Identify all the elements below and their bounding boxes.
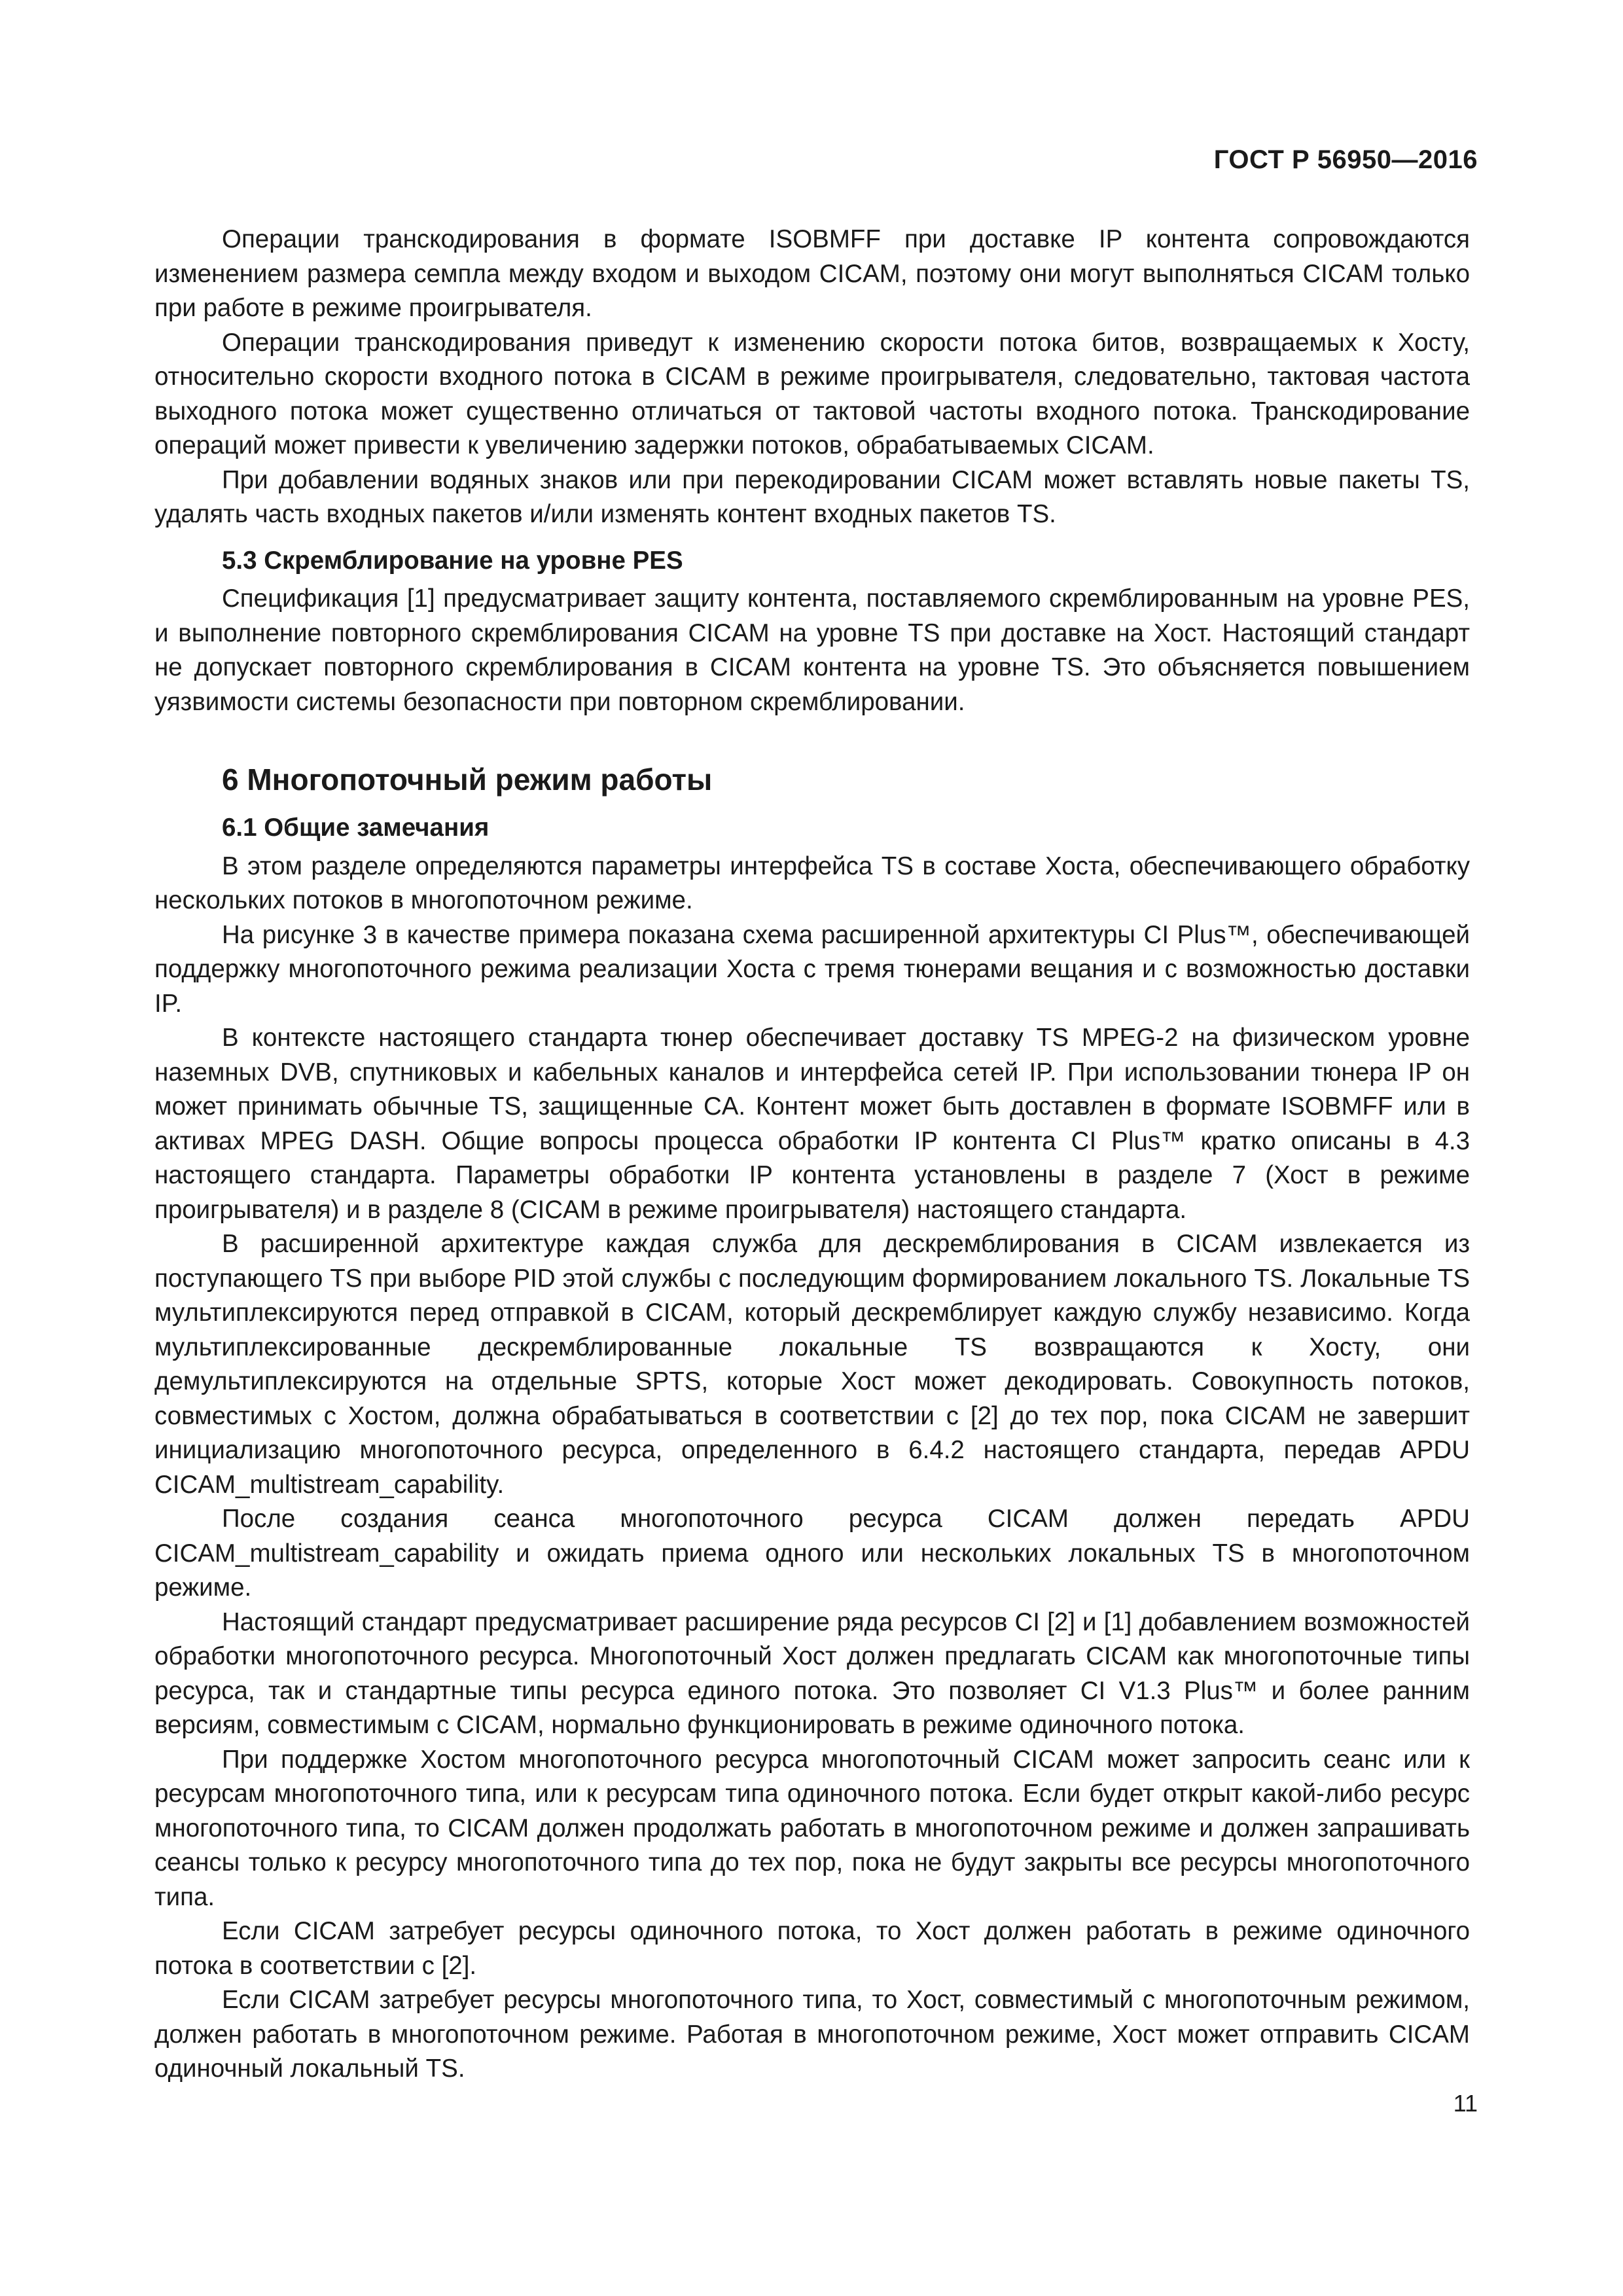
paragraph: Если CICAM затребует ресурсы многопоточного типа, то Хост, совместимый с многопоточным режимом, должен работать в многопоточном режиме. Работая в многопоточном режиме, Хост может отправить CICAM одиночный локальный TS. — [154, 1986, 1470, 2083]
paragraph: При поддержке Хостом многопоточного ресурса многопоточный CICAM может запросить сеанс или к ресурсам многопоточного типа, или к ресурсам типа одиночного потока. Если будет открыт какой-либо ресурс многопоточного типа, то CICAM должен продолжать работать в многопоточном режиме и должен запрашивать сеансы только к ресурсу многопоточного типа до тех пор, пока не будут закрыты все ресурсы многопоточного типа. — [154, 1745, 1470, 1911]
paragraph: Спецификация [1] предусматривает защиту контента, поставляемого скремблированным на уровне PES, и выполнение повторного скремблирования CICAM на уровне TS при доставке на Хост. Настоящий стандарт не допускает повторного скремблирования в CICAM контента на уровне TS. Это объясняется повышением уязвимости системы безопасности при повторном скремблировании. — [154, 584, 1470, 716]
paragraph: Операции транскодирования в формате ISOBMFF при доставке IP контента сопровождаются изменением размера семпла между входом и выходом CICAM, поэтому они могут выполняться CICAM только при работе в режиме проигрывателя. — [154, 225, 1470, 322]
paragraph: Операции транскодирования приведут к изменению скорости потока битов, возвращаемых к Хосту, относительно скорости входного потока в CICAM в режиме проигрывателя, следовательно, тактовая частота выходного потока может существенно отличаться от тактовой частоты входного потока. Транскодирование операций может привести к увеличению задержки потоков, обрабатываемых CICAM. — [154, 328, 1470, 459]
document-header: ГОСТ Р 56950—2016 — [1213, 145, 1478, 174]
page-content — [154, 223, 1470, 2087]
paragraph: В расширенной архитектуре каждая служба для дескремблирования в CICAM извлекается из поступающего TS при выборе PID этой службы с последующим формированием локального TS. Локальные TS мультиплексируются перед отправкой в CICAM, который дескремблирует каждую службу независимо. Когда мультиплексированные дескремблированные локальные TS возвращаются к Хосту, они демультиплексируются на отдельные SPTS, которые Хост может декодировать. Совокупность потоков, совместимых с Хостом, должна обрабатываться в соответствии с [2] до тех пор, пока CICAM не завершит инициализацию многопоточного ресурса, определенного в 6.4.2 настоящего стандарта, передав APDU CICAM_multistream_capability. — [154, 1230, 1470, 1499]
paragraph: Настоящий стандарт предусматривает расширение ряда ресурсов CI [2] и [1] добавлением возможностей обработки многопоточного ресурса. Многопоточный Хост должен предлагать CICAM как многопоточные типы ресурса, так и стандартные типы ресурса единого потока. Это позволяет CI V1.3 Plus™ и более ранним версиям, совместимым с CICAM, нормально функционировать в режиме одиночного потока. — [154, 1607, 1470, 1739]
paragraph: В этом разделе определяются параметры интерфейса TS в составе Хоста, обеспечивающего обработку нескольких потоков в многопоточном режиме. — [154, 852, 1470, 914]
paragraph: После создания сеанса многопоточного ресурса CICAM должен передать APDU CICAM_multistream_capability и ожидать приема одного или нескольких локальных TS в многопоточном режиме. — [154, 1505, 1470, 1602]
paragraph: При добавлении водяных знаков или при перекодировании CICAM может вставлять новые пакеты TS, удалять часть входных пакетов и/или изменять контент входных пакетов TS. — [154, 465, 1470, 528]
subsection-heading-5-3: 5.3 Скремблирование на уровне PES — [222, 546, 683, 575]
section-heading-6: 6 Многопоточный режим работы — [222, 762, 713, 797]
subsection-heading-6-1: 6.1 Общие замечания — [222, 814, 490, 842]
paragraph: В контексте настоящего стандарта тюнер обеспечивает доставку TS MPEG-2 на физическом уровне наземных DVB, спутниковых и кабельных каналов и интерфейса сетей IP. При использовании тюнера IP он может принимать обычные TS, защищенные CA. Контент может быть доставлен в формате ISOBMFF или в активах MPEG DASH. Общие вопросы процесса обработки IP контента CI Plus™ кратко описаны в 4.3 настоящего стандарта. Параметры обработки IP контента установлены в разделе 7 (Хост в режиме проигрывателя) и в разделе 8 (CICAM в режиме проигрывателя) настоящего стандарта. — [154, 1024, 1470, 1224]
paragraph: Если CICAM затребует ресурсы одиночного потока, то Хост должен работать в режиме одиночного потока в соответствии с [2]. — [154, 1917, 1470, 1980]
paragraph: На рисунке 3 в качестве примера показана схема расширенной архитектуры CI Plus™, обеспечивающей поддержку многопоточного режима реализации Хоста с тремя тюнерами вещания и с возможностью доставки IP. — [154, 920, 1470, 1018]
page-number: 11 — [1453, 2090, 1478, 2117]
